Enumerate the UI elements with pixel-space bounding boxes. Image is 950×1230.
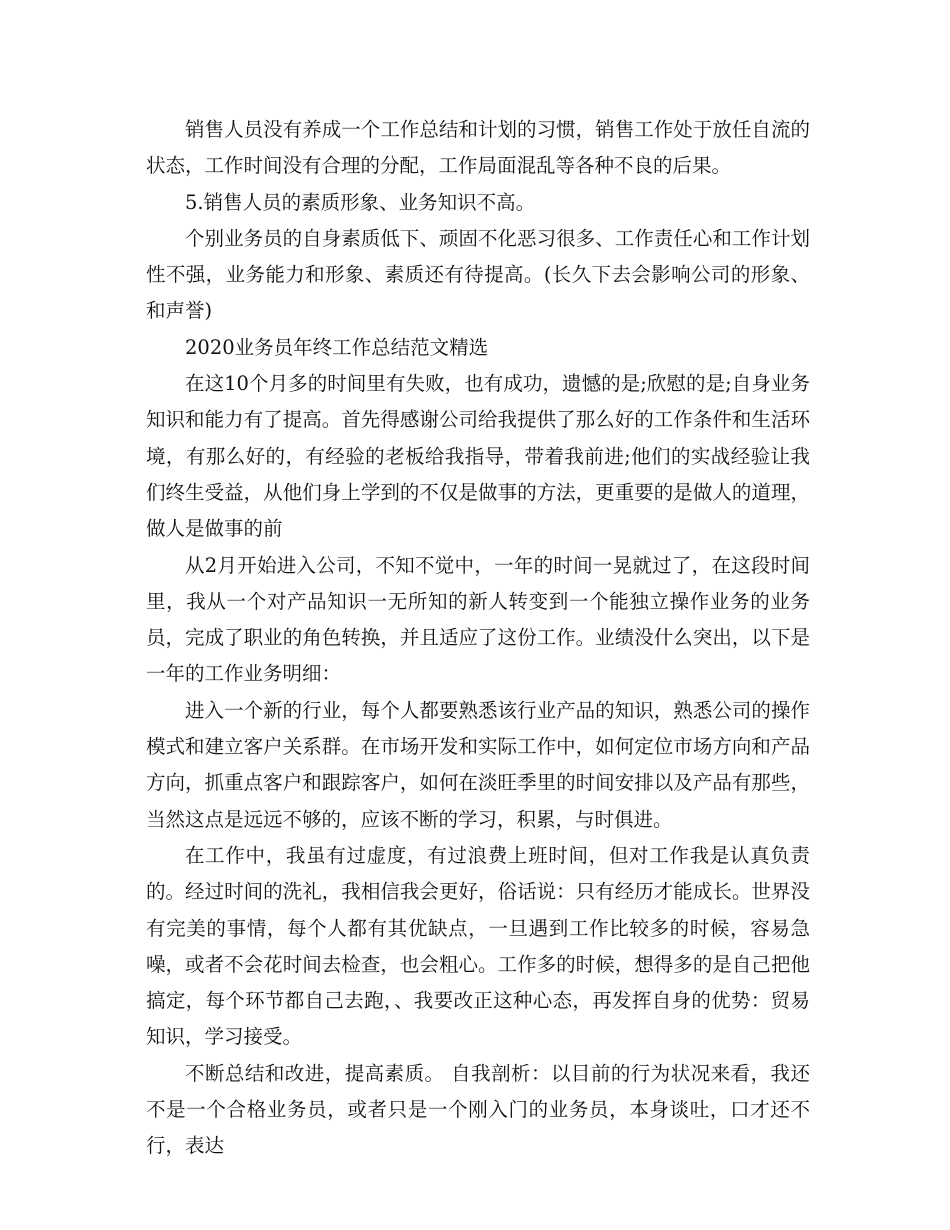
document-body [146, 112, 810, 1165]
paragraph-9: 不断总结和改进，提高素质。 自我剖析：以目前的行为状况来看，我还不是一个合格业务员，或者只是一个刚入门的业务员，本身谈吐，口才还不行，表达 [146, 1061, 810, 1158]
paragraph-1: 销售人员没有养成一个工作总结和计划的习惯，销售工作处于放任自流的状态，工作时间没有合理的分配，工作局面混乱等各种不良的后果。 [146, 118, 810, 178]
paragraph-2: 5.销售人员的素质形象、业务知识不高。 [185, 190, 536, 214]
paragraph-3: 个别业务员的自身素质低下、顽固不化恶习很多、工作责任心和工作计划性不强，业务能力和形象、素质还有待提高。(长久下去会影响公司的形象、和声誉) [146, 226, 810, 323]
paragraph-7: 进入一个新的行业，每个人都要熟悉该行业产品的知识，熟悉公司的操作模式和建立客户关系群。在市场开发和实际工作中，如何定位市场方向和产品方向，抓重点客户和跟踪客户，如何在淡旺季里的时间安排以及产品有那些，当然这点是远远不够的，应该不断的学习，积累，与时俱进。 [146, 698, 810, 831]
paragraph-5: 在这10个月多的时间里有失败，也有成功，遗憾的是;欣慰的是;自身业务知识和能力有了提高。首先得感谢公司给我提供了那么好的工作条件和生活环境，有那么好的，有经验的老板给我指导，带着我前进;他们的实战经验让我们终生受益，从他们身上学到的不仅是做事的方法，更重要的是做人的道理，做人是做事的前 [146, 372, 810, 541]
paragraph-6: 从2月开始进入公司，不知不觉中，一年的时间一晃就过了，在这段时间里，我从一个对产品知识一无所知的新人转变到一个能独立操作业务的业务员，完成了职业的角色转换，并且适应了这份工作。业绩没什么突出，以下是一年的工作业务明细： [146, 553, 810, 686]
paragraph-8: 在工作中，我虽有过虚度，有过浪费上班时间，但对工作我是认真负责的。经过时间的洗礼，我相信我会更好，俗话说：只有经历才能成长。世界没有完美的事情，每个人都有其优缺点，一旦遇到工作比较多的时候，容易急噪，或者不会花时间去检查，也会粗心。工作多的时候，想得多的是自己把他搞定，每个环节都自己去跑，、我要改正这种心态，再发挥自身的优势：贸易知识，学习接受。 [146, 843, 810, 1049]
section-heading: 2020业务员年终工作总结范文精选 [185, 335, 489, 359]
